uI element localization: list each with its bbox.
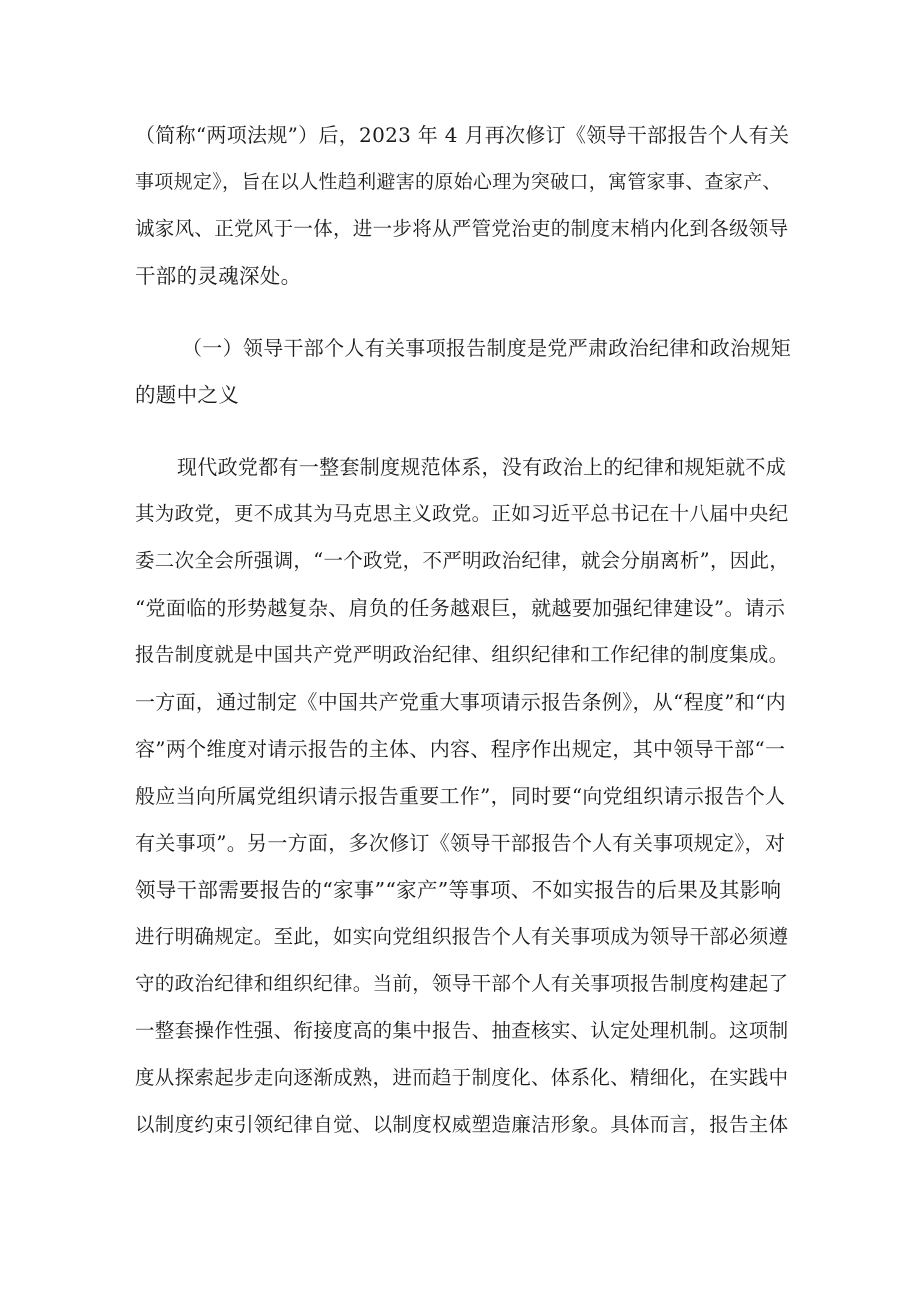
- paragraph-2-line-1: 现代政党都有一整套制度规范体系，没有政治上的纪律和规矩就不成: [177, 455, 786, 479]
- paragraph-2-line-13: 一整套操作性强、衔接度高的集中报告、抽查核实、认定处理机制。这项制: [135, 1019, 789, 1042]
- paragraph-2-line-4: “党面临的形势越复杂、肩负的任务越艰巨，就越要加强纪律建设”。请示: [135, 596, 786, 620]
- paragraph-2-line-3: 委二次全会所强调，“一个政党，不严明政治纪律，就会分崩离析”，因此，: [135, 549, 790, 572]
- paragraph-1-line-4: 干部的灵魂深处。: [135, 264, 302, 288]
- paragraph-2-line-12: 守的政治纪律和组织纪律。当前，领导干部个人有关事项报告制度构建起了: [135, 972, 789, 995]
- paragraph-2-line-14: 度从探索起步走向逐渐成熟，进而趋于制度化、体系化、精细化，在实践中: [135, 1066, 789, 1089]
- paragraph-2-line-7: 容”两个维度对请示报告的主体、内容、程序作出规定，其中领导干部“一: [135, 737, 786, 761]
- paragraph-1-line-3: 诚家风、正党风于一体，进一步将从严管党治吏的制度末梢内化到各级领导: [135, 217, 789, 240]
- paragraph-1-line-2: 事项规定》，旨在以人性趋利避害的原始心理为突破口，寓管家事、查家产、: [135, 171, 782, 193]
- paragraph-2-line-15: 以制度约束引领纪律自觉、以制度权威塑造廉洁形象。具体而言，报告主体: [135, 1113, 789, 1136]
- paragraph-2-line-5: 报告制度就是中国共产党严明政治纪律、组织纪律和工作纪律的制度集成。: [135, 643, 789, 666]
- section-heading-line-1: （一）领导干部个人有关事项报告制度是党严肃政治纪律和政治规矩: [182, 336, 791, 360]
- paragraph-1-line-1: （简称“两项法规”）后，2023 年 4 月再次修订《领导干部报告个人有关: [135, 123, 790, 147]
- paragraph-2-line-11: 进行明确规定。至此，如实向党组织报告个人有关事项成为领导干部必须遵: [135, 925, 789, 948]
- paragraph-2-line-10: 领导干部需要报告的“家事”“家产”等事项、不如实报告的后果及其影响: [135, 878, 782, 902]
- paragraph-2-line-9: 有关事项”。另一方面，多次修订《领导干部报告个人有关事项规定》，对: [135, 831, 786, 855]
- section-heading-line-2: 的题中之义: [135, 383, 239, 407]
- paragraph-2-line-6: 一方面，通过制定《中国共产党重大事项请示报告条例》，从“程度”和“内: [135, 690, 786, 714]
- paragraph-2-line-2: 其为政党，更不成其为马克思主义政党。正如习近平总书记在十八届中央纪: [135, 502, 789, 525]
- paragraph-2-line-8: 般应当向所属党组织请示报告重要工作”，同时要“向党组织请示报告个人: [135, 784, 786, 808]
